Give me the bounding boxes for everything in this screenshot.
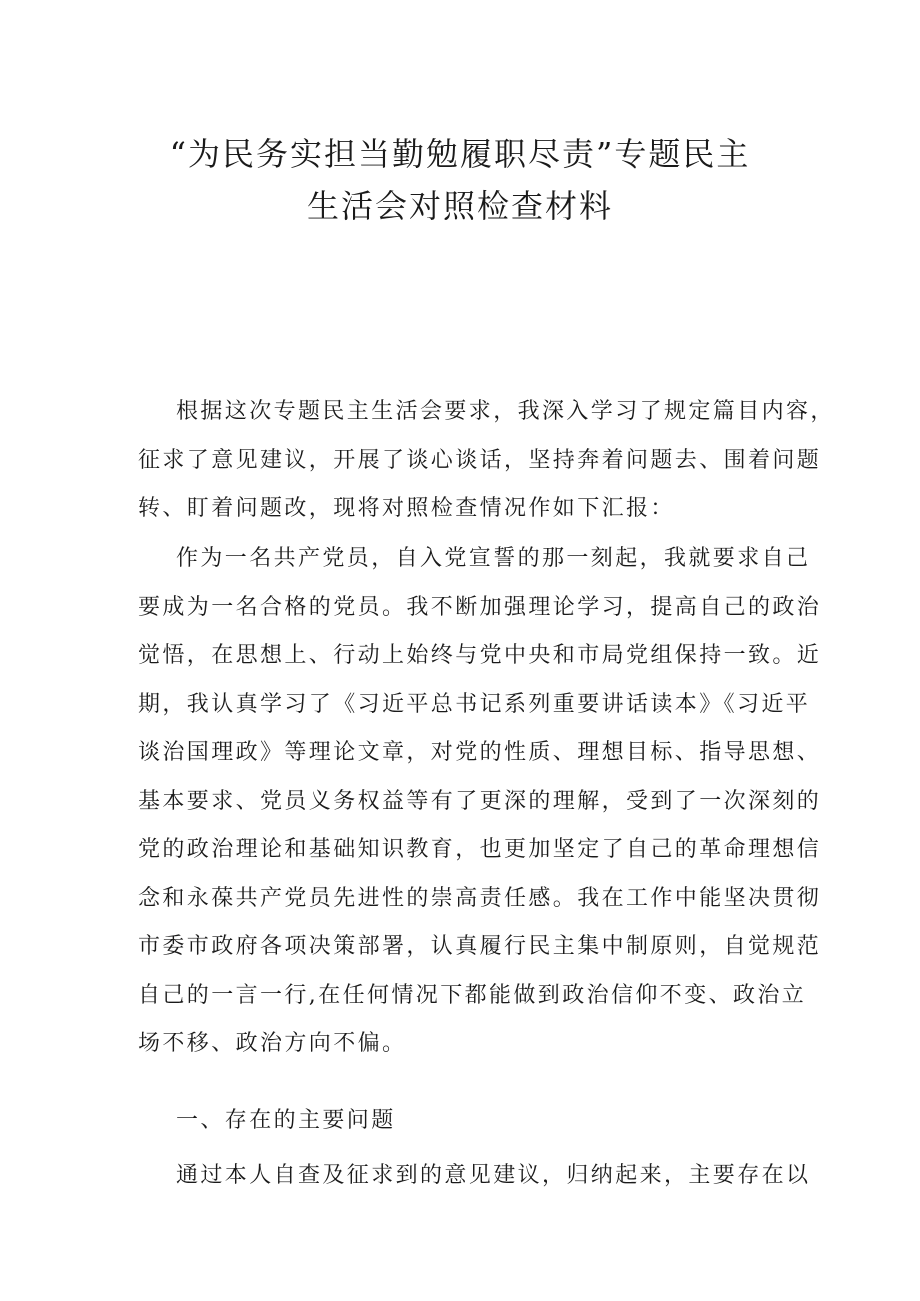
text-line: 征求了意见建议，开展了谈心谈话，坚持奔着问题去、围着问题 xyxy=(138,447,822,473)
paragraph-party-member xyxy=(138,535,822,1069)
text-line: 党的政治理论和基础知识教育，也更加坚定了自己的革命理想信 xyxy=(138,837,822,862)
paragraph-intro xyxy=(138,388,835,534)
document-title xyxy=(130,128,790,232)
text-line: 转、盯着问题改，现将对照检查情况作如下汇报： xyxy=(138,496,675,521)
title-line-1: “为民务实担当勤勉履职尽责”专题民主 xyxy=(169,135,751,173)
section-heading-text: 一、存在的主要问题 xyxy=(176,1108,396,1133)
text-line: 作为一名共产党员，自入党宣誓的那一刻起，我就要求自己 xyxy=(176,546,811,571)
text-line: 基本要求、党员义务权益等有了更深的理解，受到了一次深刻的 xyxy=(138,788,822,814)
text-line: 市委市政府各项决策部署，认真履行民主集中制原则，自觉规范 xyxy=(138,934,822,959)
text-line: 通过本人自查及征求到的意见建议，归纳起来，主要存在以 xyxy=(176,1163,811,1188)
text-line: 根据这次专题民主生活会要求，我深入学习了规定篇目内容， xyxy=(176,399,835,424)
text-line: 谈治国理政》等理论文章，对党的性质、理想目标、指导思想、 xyxy=(138,740,822,765)
paragraph-problems xyxy=(138,1152,811,1201)
text-line: 要成为一名合格的党员。我不断加强理论学习，提高自己的政治 xyxy=(138,594,822,620)
text-line: 自己的一言一行,在任何情况下都能做到政治信仰不变、政治立 xyxy=(138,982,807,1008)
text-line: 场不移、政治方向不偏。 xyxy=(138,1031,407,1056)
title-line-2: 生活会对照检查材料 xyxy=(306,187,613,225)
text-line: 觉悟，在思想上、行动上始终与党中央和市局党组保持一致。近 xyxy=(138,643,822,668)
text-line: 念和永葆共产党员先进性的崇高责任感。我在工作中能坚决贯彻 xyxy=(138,885,822,911)
section-heading xyxy=(138,1097,808,1146)
text-line: 期，我认真学习了《习近平总书记系列重要讲话读本》《习近平 xyxy=(138,691,811,717)
